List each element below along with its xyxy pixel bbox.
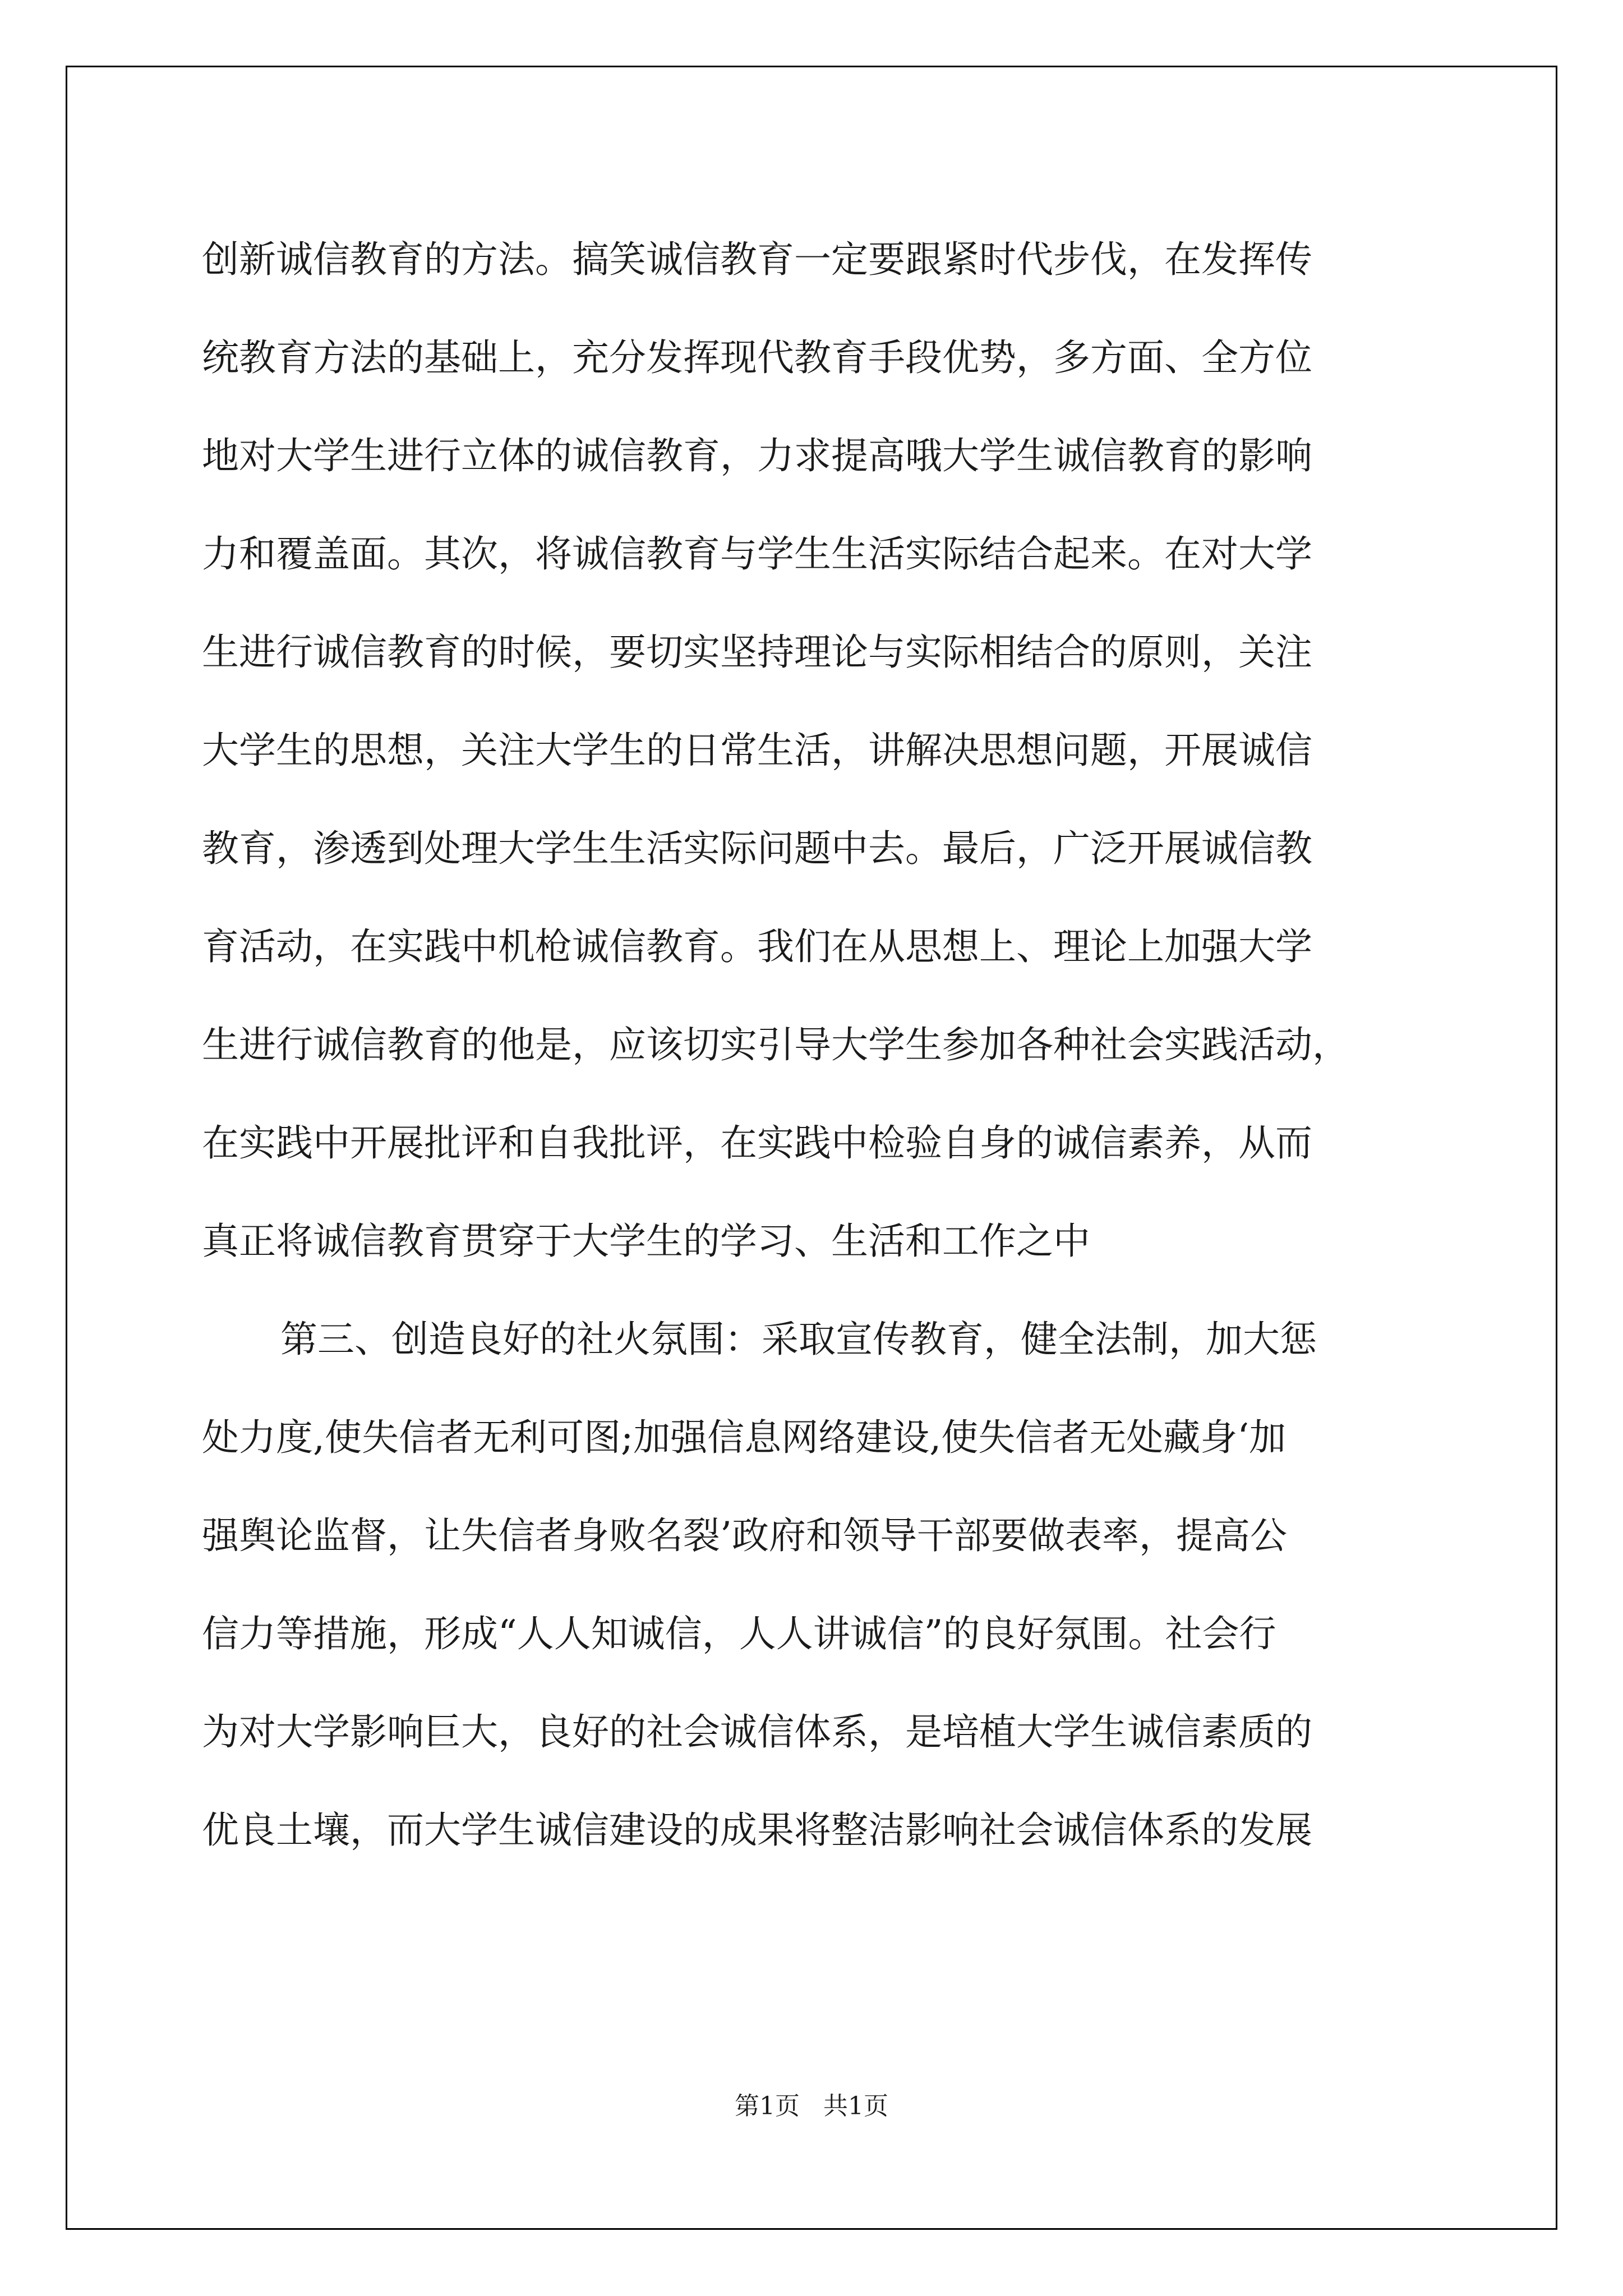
document-body [202, 210, 1430, 1879]
text-line: 生进行诚信教育的他是，应该切实引导大学生参加各种社会实践活动， [202, 1023, 1349, 1066]
text-line: 强舆论监督，让失信者身败名裂’政府和领导干部要做表率，提高公 [202, 1514, 1287, 1557]
text-line: 处力度,使失信者无利可图;加强信息网络建设,使失信者无处藏身‘加 [202, 1416, 1287, 1459]
text-line: 在实践中开展批评和自我批评，在实践中检验自身的诚信素养，从而 [202, 1121, 1312, 1165]
text-line: 大学生的思想，关注大学生的日常生活，讲解决思想问题，开展诚信 [202, 729, 1312, 772]
text-line: 信力等措施，形成“人人知诚信，人人讲诚信”的良好氛围。社会行 [202, 1612, 1276, 1655]
text-line: 真正将诚信教育贯穿于大学生的学习、生活和工作之中 [202, 1220, 1090, 1263]
text-line: 教育，渗透到处理大学生生活实际问题中去。最后，广泛开展诚信教 [202, 827, 1312, 870]
text-line: 统教育方法的基础上，充分发挥现代教育手段优势，多方面、全方位 [202, 336, 1312, 379]
paragraph-start-line: 第三、创造良好的社火氛围：采取宣传教育，健全法制，加大惩 [280, 1318, 1317, 1361]
text-line: 地对大学生进行立体的诚信教育，力求提高哦大学生诚信教育的影响 [202, 434, 1312, 477]
page-total: 共1页 [823, 2092, 888, 2120]
text-line: 生进行诚信教育的时候，要切实坚持理论与实际相结合的原则，关注 [202, 631, 1312, 674]
text-line: 力和覆盖面。其次，将诚信教育与学生生活实际结合起来。在对大学 [202, 532, 1312, 576]
text-line: 创新诚信教育的方法。搞笑诚信教育一定要跟紧时代步伐，在发挥传 [202, 238, 1312, 281]
page-number: 第1页 [735, 2092, 800, 2120]
text-line: 为对大学影响巨大，良好的社会诚信体系，是培植大学生诚信素质的 [202, 1710, 1312, 1754]
text-line: 育活动，在实践中机枪诚信教育。我们在从思想上、理论上加强大学 [202, 925, 1312, 968]
text-line: 优良土壤，而大学生诚信建设的成果将整洁影响社会诚信体系的发展 [202, 1809, 1312, 1852]
page-footer [0, 2090, 1623, 2123]
